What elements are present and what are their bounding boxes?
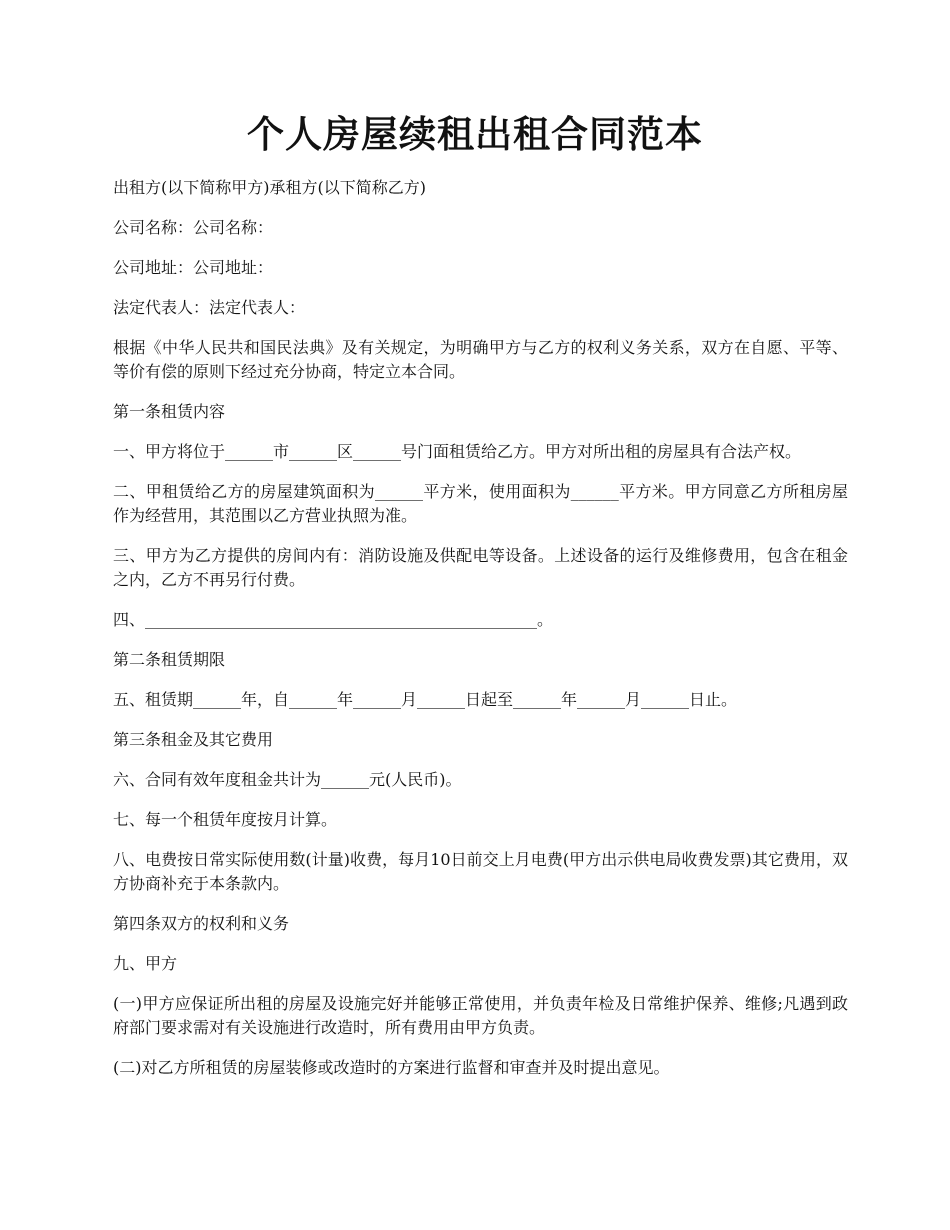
paragraph-company-address: 公司地址：公司地址： [113,258,274,277]
section-heading-2: 第二条租赁期限 [113,650,226,669]
section-heading-3: 第三条租金及其它费用 [113,730,274,749]
document-body [113,176,848,1096]
clause-5: 五、租赁期______年，自______年______月______日起至______年______月______日止。 [113,690,738,709]
paragraph-company-name: 公司名称：公司名称： [113,218,274,237]
paragraph-preamble: 根据《中华人民共和国民法典》及有关规定，为明确甲方与乙方的权利义务关系，双方在自愿、平等、等价有偿的原则下经过充分协商，特定立本合同。 [113,338,848,381]
section-heading-4: 第四条双方的权利和义务 [113,914,290,933]
clause-9: 九、甲方 [113,954,178,973]
clause-2: 二、甲租赁给乙方的房屋建筑面积为______平方米，使用面积为______平方米。甲方同意乙方所租房屋作为经营用，其范围以乙方营业执照为准。 [113,482,848,525]
paragraph-parties: 出租方(以下简称甲方)承租方(以下简称乙方) [113,178,426,197]
document-title: 个人房屋续租出租合同范本 [247,112,703,156]
section-heading-1: 第一条租赁内容 [113,402,226,421]
clause-7: 七、每一个租赁年度按月计算。 [113,810,338,829]
clause-8: 八、电费按日常实际使用数(计量)收费，每月10日前交上月电费(甲方出示供电局收费发票)其它费用，双方协商补充于本条款内。 [113,850,848,893]
clause-1: 一、甲方将位于______市______区______号门面租赁给乙方。甲方对所出租的房屋具有合法产权。 [113,442,802,461]
clause-4: 四、_________________________________________________。 [113,610,554,629]
clause-6: 六、合同有效年度租金共计为______元(人民币)。 [113,770,462,789]
clause-3: 三、甲方为乙方提供的房间内有：消防设施及供配电等设备。上述设备的运行及维修费用，包含在租金之内，乙方不再另行付费。 [113,546,848,589]
clause-9-item-1: (一)甲方应保证所出租的房屋及设施完好并能够正常使用，并负责年检及日常维护保养、维修;凡遇到政府部门要求需对有关设施进行改造时，所有费用由甲方负责。 [113,994,848,1037]
paragraph-legal-representative: 法定代表人：法定代表人： [113,298,306,317]
clause-9-item-2: (二)对乙方所租赁的房屋装修或改造时的方案进行监督和审查并及时提出意见。 [113,1058,670,1077]
